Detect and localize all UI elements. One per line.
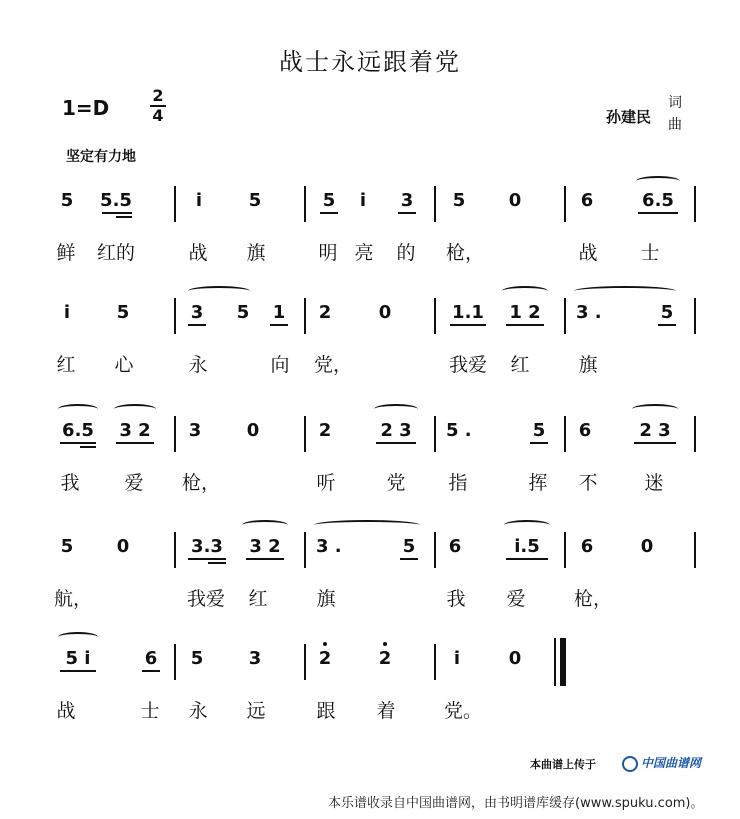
- bar-line: [564, 298, 566, 334]
- bar-line: [564, 186, 566, 222]
- lyric: 向: [270, 354, 290, 376]
- underline: [116, 442, 154, 444]
- lyric: 明: [318, 242, 338, 264]
- lyric: 的: [396, 242, 416, 264]
- note: 5 .: [446, 420, 472, 441]
- lyric: 远: [246, 700, 266, 722]
- slur: [58, 632, 98, 642]
- notes-row: [58, 532, 698, 572]
- note: 3: [190, 302, 204, 323]
- underline: [102, 212, 132, 214]
- note: 5: [248, 190, 262, 211]
- bar-line: [174, 532, 176, 568]
- slur: [636, 176, 680, 186]
- note: i: [453, 648, 461, 669]
- slur: [314, 520, 420, 530]
- underline: [638, 212, 678, 214]
- note: 0: [378, 302, 392, 323]
- lyric: 爱: [124, 472, 144, 494]
- notes-row: [58, 644, 698, 684]
- score-row-2: [58, 298, 698, 408]
- lyric: 跟: [316, 700, 336, 722]
- lyric: 迷: [644, 472, 664, 494]
- lyric: 党。: [444, 700, 483, 722]
- note: 2: [378, 648, 392, 669]
- underline: [60, 670, 96, 672]
- underline: [376, 442, 416, 444]
- final-bar-thin: [554, 638, 556, 686]
- score-row-3: [58, 416, 698, 526]
- note: 1.1: [452, 302, 484, 323]
- lyric: 我: [60, 472, 80, 494]
- bar-line: [694, 416, 696, 452]
- note: 0: [246, 420, 260, 441]
- lyric: 心: [114, 354, 134, 376]
- note: 6: [580, 536, 594, 557]
- underline: [530, 442, 548, 444]
- note: 3 .: [576, 302, 602, 323]
- bar-line: [434, 532, 436, 568]
- note: 1 2: [509, 302, 541, 323]
- underline: [60, 442, 96, 444]
- note: 6: [578, 420, 592, 441]
- lyric: 我爱: [448, 354, 487, 376]
- footer-note: 本乐谱收录自中国曲谱网，由书明谱库缓存(www.spuku.com)。: [328, 796, 704, 811]
- lyric: 枪，: [446, 242, 485, 264]
- lyric: 永: [188, 700, 208, 722]
- lyric: 我爱: [186, 588, 225, 610]
- bar-line: [174, 416, 176, 452]
- underline: [208, 562, 226, 564]
- song-title: 战士永远跟着党: [279, 48, 461, 76]
- note: 6.5: [62, 420, 94, 441]
- note: i: [195, 190, 203, 211]
- note: 5: [190, 648, 204, 669]
- lyric: 红的: [96, 242, 135, 264]
- time-signature: [150, 88, 166, 124]
- note: 3: [248, 648, 262, 669]
- bar-line: [564, 416, 566, 452]
- note: 0: [640, 536, 654, 557]
- note: 0: [508, 648, 522, 669]
- lyric: 旗: [316, 588, 336, 610]
- underline: [506, 558, 548, 560]
- lyric: 指: [448, 472, 468, 494]
- note: 0: [508, 190, 522, 211]
- underline: [658, 324, 676, 326]
- author-credit: [668, 92, 682, 136]
- lyric: 航，: [54, 588, 93, 610]
- credit-music: 曲: [668, 117, 682, 133]
- note: 2: [318, 302, 332, 323]
- note: 5: [660, 302, 674, 323]
- lyric: 着: [376, 700, 396, 722]
- slur: [58, 404, 98, 414]
- lyric: 士: [140, 700, 160, 722]
- underline: [506, 324, 544, 326]
- note: 6: [144, 648, 158, 669]
- note: 2 3: [639, 420, 671, 441]
- bar-line: [434, 186, 436, 222]
- note: 5: [116, 302, 130, 323]
- author-name: 孙建民: [606, 108, 652, 126]
- slur: [374, 404, 418, 414]
- bar-line: [304, 186, 306, 222]
- lyric: 永: [188, 354, 208, 376]
- underline: [270, 324, 288, 326]
- lyric: 不: [578, 472, 598, 494]
- lyric: 旗: [578, 354, 598, 376]
- underline: [188, 558, 226, 560]
- bar-line: [694, 186, 696, 222]
- note: i: [359, 190, 367, 211]
- underline: [142, 670, 160, 672]
- note: 5: [60, 190, 74, 211]
- note: i.5: [514, 536, 540, 557]
- note: 1: [272, 302, 286, 323]
- underline: [450, 324, 486, 326]
- underline: [320, 212, 338, 214]
- slur: [502, 286, 548, 296]
- bar-line: [564, 532, 566, 568]
- slur: [574, 286, 676, 296]
- upload-note: 本曲谱上传于: [530, 758, 596, 771]
- lyric: 党: [386, 472, 406, 494]
- lyric: 挥: [528, 472, 548, 494]
- lyric: 战: [188, 242, 208, 264]
- note: 5.5: [100, 190, 132, 211]
- underline: [80, 446, 96, 448]
- note: 0: [116, 536, 130, 557]
- bar-line: [434, 644, 436, 680]
- note: 5 i: [65, 648, 91, 669]
- lyric: 爱: [506, 588, 526, 610]
- underline: [634, 442, 676, 444]
- slur: [242, 520, 288, 530]
- bar-line: [304, 416, 306, 452]
- lyric: 红: [248, 588, 268, 610]
- lyric: 枪，: [574, 588, 613, 610]
- note: 5: [532, 420, 546, 441]
- logo-text: 中国曲谱网: [641, 756, 702, 770]
- bar-line: [174, 644, 176, 680]
- note: 5: [322, 190, 336, 211]
- note: 5: [452, 190, 466, 211]
- tempo-marking: 坚定有力地: [66, 149, 136, 165]
- bar-line: [304, 644, 306, 680]
- note: 3.3: [191, 536, 223, 557]
- note: 6: [448, 536, 462, 557]
- bar-line: [694, 298, 696, 334]
- underline: [188, 324, 206, 326]
- underline: [246, 558, 284, 560]
- score-row-5: [58, 644, 698, 754]
- underline: [400, 558, 418, 560]
- lyric: 红: [56, 354, 76, 376]
- slur: [188, 286, 250, 296]
- bar-line: [304, 532, 306, 568]
- note: 2 3: [380, 420, 412, 441]
- final-bar: [560, 638, 566, 686]
- note: 3: [188, 420, 202, 441]
- credit-lyrics: 词: [668, 95, 682, 111]
- meter-top: 2: [152, 86, 164, 105]
- bar-line: [694, 532, 696, 568]
- lyric: 战: [578, 242, 598, 264]
- note: 5: [402, 536, 416, 557]
- slur: [114, 404, 156, 414]
- note: 2: [318, 648, 332, 669]
- underline: [116, 216, 132, 218]
- notes-row: [58, 186, 698, 226]
- bar-line: [434, 416, 436, 452]
- note: 2: [318, 420, 332, 441]
- lyric: 红: [510, 354, 530, 376]
- octave-dot: [323, 642, 327, 646]
- lyric: 党，: [314, 354, 353, 376]
- lyric: 亮: [354, 242, 374, 264]
- note: 3: [400, 190, 414, 211]
- lyric: 我: [446, 588, 466, 610]
- octave-dot: [383, 642, 387, 646]
- notes-row: [58, 416, 698, 456]
- bar-line: [174, 298, 176, 334]
- note: 5: [236, 302, 250, 323]
- bar-line: [304, 298, 306, 334]
- note: 6.5: [642, 190, 674, 211]
- meter-bottom: 4: [152, 106, 164, 125]
- bar-line: [434, 298, 436, 334]
- underline: [398, 212, 416, 214]
- notes-row: [58, 298, 698, 338]
- note: 6: [580, 190, 594, 211]
- note: i: [63, 302, 71, 323]
- logo-icon: [622, 756, 638, 772]
- slur: [504, 520, 550, 530]
- note: 3 2: [119, 420, 151, 441]
- lyric: 旗: [246, 242, 266, 264]
- lyric: 听: [316, 472, 336, 494]
- note: 5: [60, 536, 74, 557]
- score-row-1: [58, 186, 698, 296]
- note: 3 .: [316, 536, 342, 557]
- lyric: 枪，: [182, 472, 221, 494]
- lyric: 士: [640, 242, 660, 264]
- slur: [632, 404, 678, 414]
- bar-line: [174, 186, 176, 222]
- key-signature: 1=D: [62, 96, 110, 120]
- lyric: 战: [56, 700, 76, 722]
- lyric: 鲜: [56, 242, 76, 264]
- site-logo[interactable]: [622, 754, 701, 772]
- score-row-4: [54, 532, 698, 642]
- note: 3 2: [249, 536, 281, 557]
